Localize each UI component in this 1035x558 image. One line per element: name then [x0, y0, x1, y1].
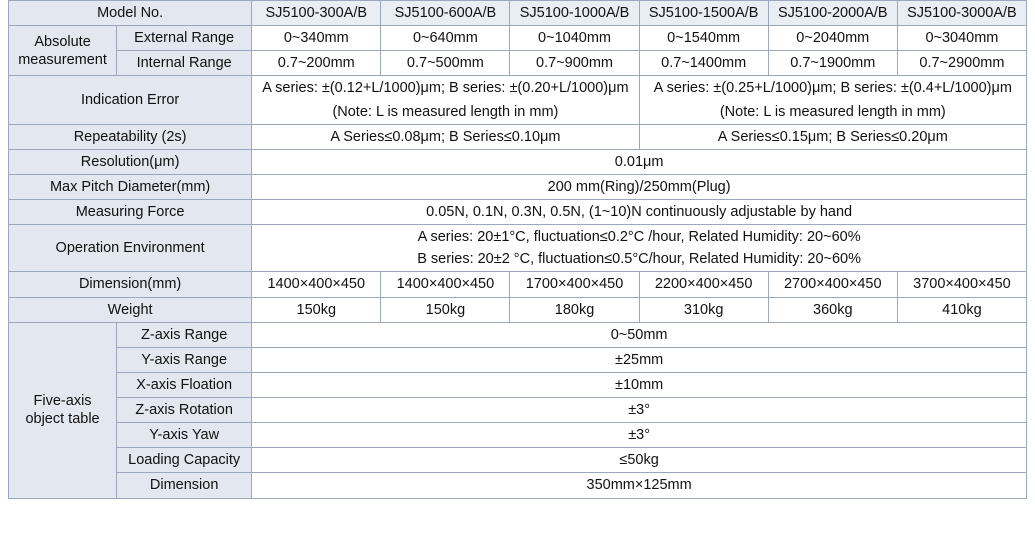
dimension-6: 3700×400×450	[897, 272, 1026, 297]
row-label-measuring-force: Measuring Force	[9, 200, 252, 225]
row-label-loading-capacity: Loading Capacity	[117, 448, 252, 473]
row-label-dimension: Dimension(mm)	[9, 272, 252, 297]
z-axis-range-value: 0~50mm	[252, 322, 1027, 347]
row-label-weight: Weight	[9, 297, 252, 322]
table-row	[9, 225, 1027, 272]
model-header-6: SJ5100-3000A/B	[897, 1, 1026, 26]
table-row	[9, 149, 1027, 174]
row-label-repeatability: Repeatability (2s)	[9, 124, 252, 149]
row-label-external-range: External Range	[117, 26, 252, 51]
external-range-3: 0~1040mm	[510, 26, 639, 51]
row-label-five-axis-object-table: Five-axis object table	[9, 322, 117, 498]
table-row	[9, 124, 1027, 149]
weight-3: 180kg	[510, 297, 639, 322]
five-axis-dimension-value: 350mm×125mm	[252, 473, 1027, 498]
y-axis-yaw-value: ±3°	[252, 423, 1027, 448]
row-label-internal-range: Internal Range	[117, 51, 252, 76]
table-row	[9, 272, 1027, 297]
model-header-3: SJ5100-1000A/B	[510, 1, 639, 26]
indication-error-left	[252, 76, 639, 124]
table-row	[9, 372, 1027, 397]
row-label-five-axis-dimension: Dimension	[117, 473, 252, 498]
row-label-operation-environment: Operation Environment	[9, 225, 252, 272]
dimension-2: 1400×400×450	[381, 272, 510, 297]
table-row	[9, 398, 1027, 423]
internal-range-1: 0.7~200mm	[252, 51, 381, 76]
external-range-6: 0~3040mm	[897, 26, 1026, 51]
weight-1: 150kg	[252, 297, 381, 322]
indication-error-left-main: A series: ±(0.12+L/1000)μm; B series: ±(0.20+L/1000)μm	[262, 80, 629, 97]
row-label-x-axis-floation: X-axis Floation	[117, 372, 252, 397]
internal-range-3: 0.7~900mm	[510, 51, 639, 76]
row-label-resolution: Resolution(μm)	[9, 149, 252, 174]
internal-range-5: 0.7~1900mm	[768, 51, 897, 76]
table-row	[9, 1, 1027, 26]
table-row	[9, 76, 1027, 124]
external-range-4: 0~1540mm	[639, 26, 768, 51]
row-label-max-pitch-diameter: Max Pitch Diameter(mm)	[9, 174, 252, 199]
external-range-2: 0~640mm	[381, 26, 510, 51]
table-row	[9, 200, 1027, 225]
row-label-y-axis-range: Y-axis Range	[117, 347, 252, 372]
y-axis-range-value: ±25mm	[252, 347, 1027, 372]
dimension-4: 2200×400×450	[639, 272, 768, 297]
indication-error-right-main: A series: ±(0.25+L/1000)μm; B series: ±(0.4+L/1000)μm	[653, 80, 1012, 97]
resolution-value: 0.01μm	[252, 149, 1027, 174]
model-header-4: SJ5100-1500A/B	[639, 1, 768, 26]
repeatability-left: A Series≤0.08μm; B Series≤0.10μm	[252, 124, 639, 149]
indication-error-left-note: (Note: L is measured length in mm)	[332, 103, 559, 120]
table-row	[9, 347, 1027, 372]
external-range-5: 0~2040mm	[768, 26, 897, 51]
table-row	[9, 423, 1027, 448]
max-pitch-diameter-value: 200 mm(Ring)/250mm(Plug)	[252, 174, 1027, 199]
row-label-z-axis-rotation: Z-axis Rotation	[117, 398, 252, 423]
repeatability-right: A Series≤0.15μm; B Series≤0.20μm	[639, 124, 1026, 149]
dimension-1: 1400×400×450	[252, 272, 381, 297]
model-header-1: SJ5100-300A/B	[252, 1, 381, 26]
x-axis-floation-value: ±10mm	[252, 372, 1027, 397]
internal-range-2: 0.7~500mm	[381, 51, 510, 76]
model-header-2: SJ5100-600A/B	[381, 1, 510, 26]
row-label-indication-error: Indication Error	[9, 76, 252, 124]
table-row	[9, 473, 1027, 498]
table-row	[9, 322, 1027, 347]
indication-error-right-note: (Note: L is measured length in mm)	[719, 103, 946, 120]
model-header-5: SJ5100-2000A/B	[768, 1, 897, 26]
specification-table	[8, 0, 1027, 499]
loading-capacity-value: ≤50kg	[252, 448, 1027, 473]
external-range-1: 0~340mm	[252, 26, 381, 51]
table-row	[9, 26, 1027, 51]
row-label-absolute-measurement: Absolute measurement	[9, 26, 117, 76]
indication-error-right	[639, 76, 1026, 124]
operation-environment-value	[252, 225, 1027, 272]
z-axis-rotation-value: ±3°	[252, 398, 1027, 423]
row-label-model-no: Model No.	[9, 1, 252, 26]
dimension-5: 2700×400×450	[768, 272, 897, 297]
table-row	[9, 448, 1027, 473]
operation-environment-line-1: A series: 20±1°C, fluctuation≤0.2°C /hour, Related Humidity: 20~60%	[417, 229, 861, 246]
weight-4: 310kg	[639, 297, 768, 322]
weight-6: 410kg	[897, 297, 1026, 322]
row-label-y-axis-yaw: Y-axis Yaw	[117, 423, 252, 448]
weight-2: 150kg	[381, 297, 510, 322]
table-row	[9, 174, 1027, 199]
weight-5: 360kg	[768, 297, 897, 322]
operation-environment-line-2: B series: 20±2 °C, fluctuation≤0.5°C/hour, Related Humidity: 20~60%	[417, 251, 862, 268]
table-row	[9, 51, 1027, 76]
internal-range-4: 0.7~1400mm	[639, 51, 768, 76]
row-label-z-axis-range: Z-axis Range	[117, 322, 252, 347]
measuring-force-value: 0.05N, 0.1N, 0.3N, 0.5N, (1~10)N continuously adjustable by hand	[252, 200, 1027, 225]
table-row	[9, 297, 1027, 322]
internal-range-6: 0.7~2900mm	[897, 51, 1026, 76]
dimension-3: 1700×400×450	[510, 272, 639, 297]
